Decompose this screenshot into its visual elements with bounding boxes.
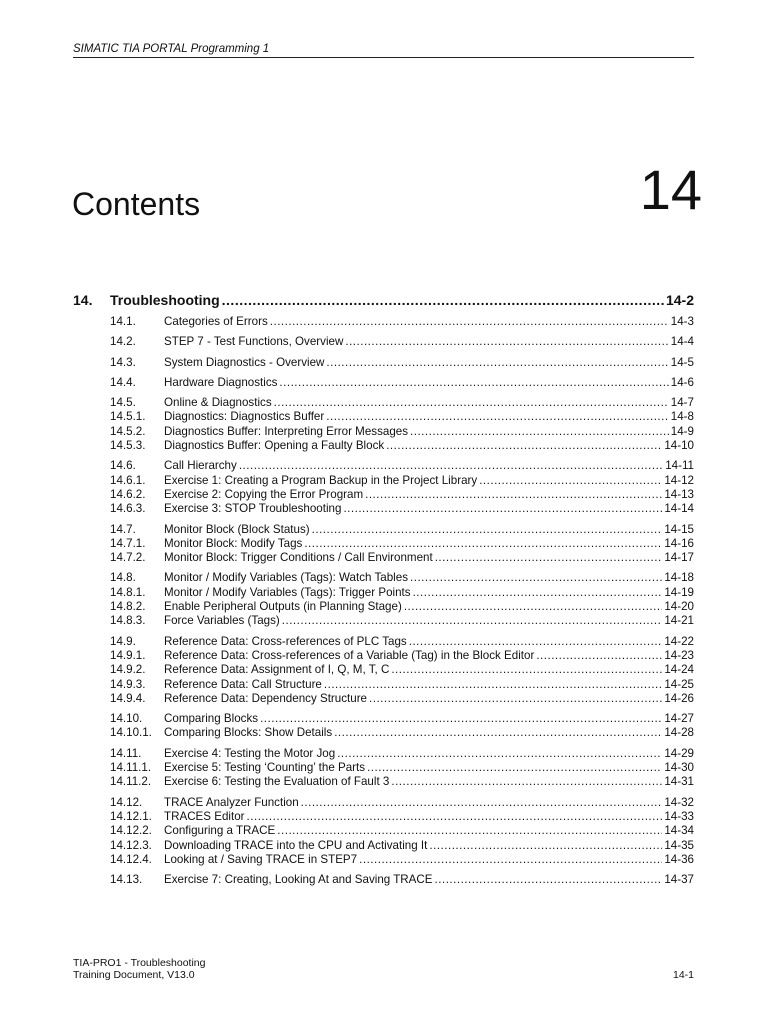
toc-dot-leader — [337, 747, 662, 761]
toc-entry-number: 14.11.1. — [110, 761, 152, 775]
toc-entry-number: 14.5.1. — [110, 410, 146, 424]
toc-entry-number: 14.8. — [110, 571, 136, 585]
toc-entry-number: 14.11.2. — [110, 775, 152, 789]
toc-entry-number: 14.11. — [110, 746, 142, 760]
toc-entry-page: 14-35 — [664, 838, 694, 852]
toc-entry-page: 14-33 — [664, 809, 694, 823]
toc-dot-leader — [274, 396, 669, 410]
toc-entry-title: Monitor / Modify Variables (Tags): Watch Tables — [164, 571, 408, 585]
toc-entry-number: 14.9.1. — [110, 648, 146, 662]
toc-entry-page: 14-7 — [670, 396, 694, 410]
toc-dot-leader — [391, 663, 662, 677]
toc-entry-title: Downloading TRACE into the CPU and Activating It — [164, 838, 428, 852]
toc-dot-leader — [222, 291, 664, 309]
toc-entry-title: Looking at / Saving TRACE in STEP7 — [164, 852, 358, 866]
toc-entry-number: 14.6.1. — [110, 473, 146, 487]
toc-entry[interactable] — [110, 356, 694, 370]
toc-entry[interactable] — [110, 663, 694, 677]
toc-main-page: 14-2 — [665, 292, 694, 308]
toc-entry[interactable] — [110, 335, 694, 349]
page-title: Contents — [72, 186, 201, 222]
toc-entry-title: Diagnostics Buffer: Interpreting Error Messages — [164, 424, 409, 438]
toc-entry-number: 14.2. — [110, 335, 136, 349]
toc-entry-number: 14.5.3. — [110, 439, 146, 453]
toc-entry-page: 14-22 — [664, 634, 694, 648]
toc-entry-page: 14-8 — [670, 410, 694, 424]
toc-entry-title: Exercise 5: Testing ‘Counting’ the Parts — [164, 761, 366, 775]
toc-entry-page: 14-32 — [664, 795, 694, 809]
toc-group — [110, 315, 694, 329]
toc-entry[interactable] — [110, 635, 694, 649]
toc-entry[interactable] — [110, 551, 694, 565]
toc-dot-leader — [404, 600, 663, 614]
toc-entry-title: Exercise 7: Creating, Looking At and Saving TRACE — [164, 873, 433, 887]
toc-dot-leader — [413, 586, 663, 600]
toc-entry-page: 14-30 — [664, 761, 694, 775]
toc-entry[interactable] — [110, 502, 694, 516]
toc-entry-page: 14-21 — [664, 614, 694, 628]
toc-entry-number: 14.13. — [110, 873, 143, 887]
toc-group — [110, 459, 694, 516]
toc-dot-leader — [343, 502, 662, 516]
toc-entry-title: TRACES Editor — [164, 809, 245, 823]
toc-entry[interactable] — [110, 692, 694, 706]
toc-dot-leader — [270, 315, 669, 329]
toc-entry-page: 14-4 — [670, 335, 694, 349]
toc-group — [110, 523, 694, 566]
toc-entry-title: STEP 7 - Test Functions, Overview — [164, 335, 344, 349]
toc-entry-page: 14-27 — [664, 712, 694, 726]
toc-entry-number: 14.12. — [110, 795, 143, 809]
toc-entry-page: 14-13 — [664, 487, 694, 501]
toc-entry-title: Diagnostics Buffer: Opening a Faulty Block — [164, 439, 385, 453]
toc-entry-number: 14.7.1. — [110, 536, 146, 550]
toc-entry-title: Categories of Errors — [164, 315, 268, 328]
table-of-contents — [110, 315, 694, 893]
toc-main-number: 14. — [73, 292, 93, 308]
toc-dot-leader — [410, 571, 662, 585]
toc-entry-number: 14.6.2. — [110, 487, 146, 501]
toc-group — [110, 635, 694, 706]
toc-entry-number: 14.12.1. — [110, 809, 152, 823]
toc-dot-leader — [247, 810, 663, 824]
toc-entry-title: Reference Data: Dependency Structure — [164, 691, 368, 705]
toc-entry[interactable] — [110, 459, 694, 473]
toc-dot-leader — [239, 459, 663, 473]
toc-entry-title: Exercise 4: Testing the Motor Jog — [164, 746, 336, 760]
toc-entry-page: 14-23 — [664, 648, 694, 662]
toc-main-title: Troubleshooting — [110, 292, 220, 308]
toc-entry-page: 14-11 — [665, 459, 694, 473]
toc-entry-page: 14-16 — [664, 536, 694, 550]
toc-dot-leader — [324, 678, 662, 692]
toc-entry-title: Reference Data: Cross-references of a Variable (Tag) in the Block Editor — [164, 648, 535, 662]
toc-dot-leader — [386, 439, 662, 453]
toc-entry-number: 14.5. — [110, 396, 136, 410]
toc-dot-leader — [429, 839, 662, 853]
toc-dot-leader — [334, 726, 662, 740]
toc-dot-leader — [410, 425, 669, 439]
toc-entry-page: 14-26 — [664, 691, 694, 705]
toc-entry[interactable] — [110, 614, 694, 628]
toc-group — [110, 712, 694, 741]
toc-dot-leader — [359, 853, 662, 867]
toc-entry-number: 14.3. — [110, 355, 136, 369]
toc-entry[interactable] — [110, 439, 694, 453]
toc-entry-number: 14.4. — [110, 375, 136, 389]
toc-dot-leader — [326, 410, 669, 424]
toc-group — [110, 356, 694, 370]
toc-entry[interactable] — [110, 678, 694, 692]
toc-entry-title: Online & Diagnostics — [164, 396, 272, 410]
toc-entry[interactable] — [110, 649, 694, 663]
toc-dot-leader — [301, 796, 663, 810]
toc-dot-leader — [435, 551, 663, 565]
toc-entry[interactable] — [110, 474, 694, 488]
toc-entry-title: Comparing Blocks — [164, 712, 259, 726]
toc-entry-title: Reference Data: Call Structure — [164, 677, 322, 691]
footer-course: TIA-PRO1 - Troubleshooting — [73, 957, 206, 969]
toc-group — [110, 747, 694, 790]
toc-entry[interactable] — [110, 726, 694, 740]
toc-entry-title: TRACE Analyzer Function — [164, 795, 299, 809]
footer-page-number: 14-1 — [672, 969, 694, 981]
toc-entry-number: 14.8.3. — [110, 614, 146, 628]
toc-entry-title: Diagnostics: Diagnostics Buffer — [164, 410, 325, 424]
toc-entry-page: 14-9 — [670, 424, 694, 438]
toc-entry-number: 14.10.1. — [110, 726, 152, 740]
toc-entry-title: Reference Data: Assignment of I, Q, M, T, C — [164, 663, 390, 677]
toc-entry-page: 14-5 — [670, 355, 694, 369]
toc-entry-page: 14-34 — [664, 824, 694, 838]
toc-dot-leader — [260, 712, 662, 726]
toc-entry-page: 14-29 — [664, 746, 694, 760]
toc-group — [110, 376, 694, 390]
toc-entry[interactable] — [110, 761, 694, 775]
toc-entry-number: 14.12.3. — [110, 838, 152, 852]
toc-entry-page: 14-28 — [664, 726, 694, 740]
toc-dot-leader — [345, 335, 668, 349]
toc-entry[interactable] — [110, 712, 694, 726]
toc-entry[interactable] — [110, 796, 694, 810]
toc-entry-page: 14-18 — [664, 571, 694, 585]
toc-entry-number: 14.8.1. — [110, 585, 146, 599]
toc-entry[interactable] — [110, 537, 694, 551]
toc-entry[interactable] — [110, 853, 694, 867]
toc-entry-page: 14-6 — [670, 375, 694, 389]
toc-dot-leader — [304, 537, 662, 551]
toc-dot-leader — [367, 761, 662, 775]
toc-entry-title: Exercise 3: STOP Troubleshooting — [164, 502, 342, 516]
toc-dot-leader — [282, 614, 663, 628]
toc-main-entry[interactable] — [73, 291, 694, 309]
toc-entry-title: Monitor / Modify Variables (Tags): Trigger Points — [164, 585, 411, 599]
toc-entry-page: 14-19 — [664, 585, 694, 599]
toc-dot-leader — [369, 692, 662, 706]
toc-entry[interactable] — [110, 396, 694, 410]
toc-entry[interactable] — [110, 873, 694, 887]
toc-entry[interactable] — [110, 775, 694, 789]
toc-dot-leader — [277, 824, 662, 838]
toc-entry-page: 14-25 — [664, 677, 694, 691]
toc-group — [110, 396, 694, 453]
toc-dot-leader — [435, 873, 663, 887]
toc-entry-title: Exercise 2: Copying the Error Program — [164, 487, 364, 501]
toc-entry-title: Exercise 1: Creating a Program Backup in the Project Library — [164, 473, 478, 487]
toc-entry[interactable] — [110, 824, 694, 838]
toc-dot-leader — [409, 635, 663, 649]
toc-group — [110, 873, 694, 887]
toc-entry-number: 14.9.3. — [110, 677, 146, 691]
toc-entry-number: 14.9. — [110, 634, 136, 648]
toc-entry-number: 14.8.2. — [110, 600, 146, 614]
toc-entry-number: 14.7. — [110, 522, 136, 536]
toc-entry-title: Monitor Block: Modify Tags — [164, 536, 303, 550]
toc-entry[interactable] — [110, 410, 694, 424]
toc-entry-page: 14-36 — [664, 852, 694, 866]
toc-entry-title: Force Variables (Tags) — [164, 614, 280, 628]
toc-entry-page: 14-24 — [664, 663, 694, 677]
toc-entry[interactable] — [110, 839, 694, 853]
toc-entry-page: 14-15 — [664, 522, 694, 536]
toc-entry[interactable] — [110, 523, 694, 537]
toc-entry[interactable] — [110, 810, 694, 824]
toc-entry-number: 14.5.2. — [110, 424, 146, 438]
toc-entry-title: Exercise 6: Testing the Evaluation of Fault 3 — [164, 775, 390, 789]
toc-entry[interactable] — [110, 747, 694, 761]
toc-entry-title: Monitor Block: Trigger Conditions / Call Environment — [164, 551, 433, 565]
toc-entry-page: 14-31 — [664, 775, 694, 789]
toc-entry-title: Configuring a TRACE — [164, 824, 276, 838]
toc-entry[interactable] — [110, 586, 694, 600]
toc-entry[interactable] — [110, 488, 694, 502]
page-header: SIMATIC TIA PORTAL Programming 1 — [73, 42, 694, 58]
toc-entry-number: 14.6. — [110, 459, 136, 473]
toc-entry-page: 14-10 — [664, 439, 694, 453]
toc-entry-number: 14.12.2. — [110, 824, 152, 838]
toc-entry-number: 14.7.2. — [110, 551, 146, 565]
toc-entry[interactable] — [110, 600, 694, 614]
footer-info — [73, 957, 205, 981]
toc-dot-leader — [279, 376, 668, 390]
toc-entry[interactable] — [110, 315, 694, 329]
toc-dot-leader — [391, 775, 662, 789]
toc-entry-title: Call Hierarchy — [164, 459, 237, 473]
chapter-number: 14 — [639, 158, 702, 221]
toc-entry-number: 14.10. — [110, 712, 143, 726]
toc-dot-leader — [326, 356, 668, 370]
toc-group — [110, 335, 694, 349]
toc-entry-title: System Diagnostics - Overview — [164, 355, 325, 369]
toc-dot-leader — [479, 474, 662, 488]
toc-entry[interactable] — [110, 571, 694, 585]
toc-entry-page: 14-3 — [670, 315, 694, 328]
toc-entry[interactable] — [110, 376, 694, 390]
toc-entry-page: 14-14 — [664, 502, 694, 516]
toc-entry-title: Enable Peripheral Outputs (in Planning Stage) — [164, 600, 402, 614]
toc-entry-number: 14.1. — [110, 315, 136, 328]
toc-group — [110, 571, 694, 628]
toc-entry-page: 14-37 — [664, 873, 694, 887]
toc-entry-page: 14-20 — [664, 600, 694, 614]
toc-entry-number: 14.6.3. — [110, 502, 146, 516]
toc-entry-title: Hardware Diagnostics — [164, 375, 278, 389]
toc-group — [110, 796, 694, 867]
toc-entry-number: 14.12.4. — [110, 852, 152, 866]
toc-dot-leader — [536, 649, 662, 663]
toc-entry-title: Comparing Blocks: Show Details — [164, 726, 333, 740]
toc-entry-page: 14-12 — [664, 473, 694, 487]
toc-dot-leader — [312, 523, 663, 537]
toc-entry-title: Monitor Block (Block Status) — [164, 522, 310, 536]
toc-dot-leader — [365, 488, 662, 502]
toc-entry-page: 14-17 — [664, 551, 694, 565]
toc-entry[interactable] — [110, 425, 694, 439]
toc-entry-title: Reference Data: Cross-references of PLC Tags — [164, 634, 407, 648]
toc-entry-number: 14.9.4. — [110, 691, 146, 705]
footer-document: Training Document, V13.0 — [73, 969, 195, 981]
toc-entry-number: 14.9.2. — [110, 663, 146, 677]
